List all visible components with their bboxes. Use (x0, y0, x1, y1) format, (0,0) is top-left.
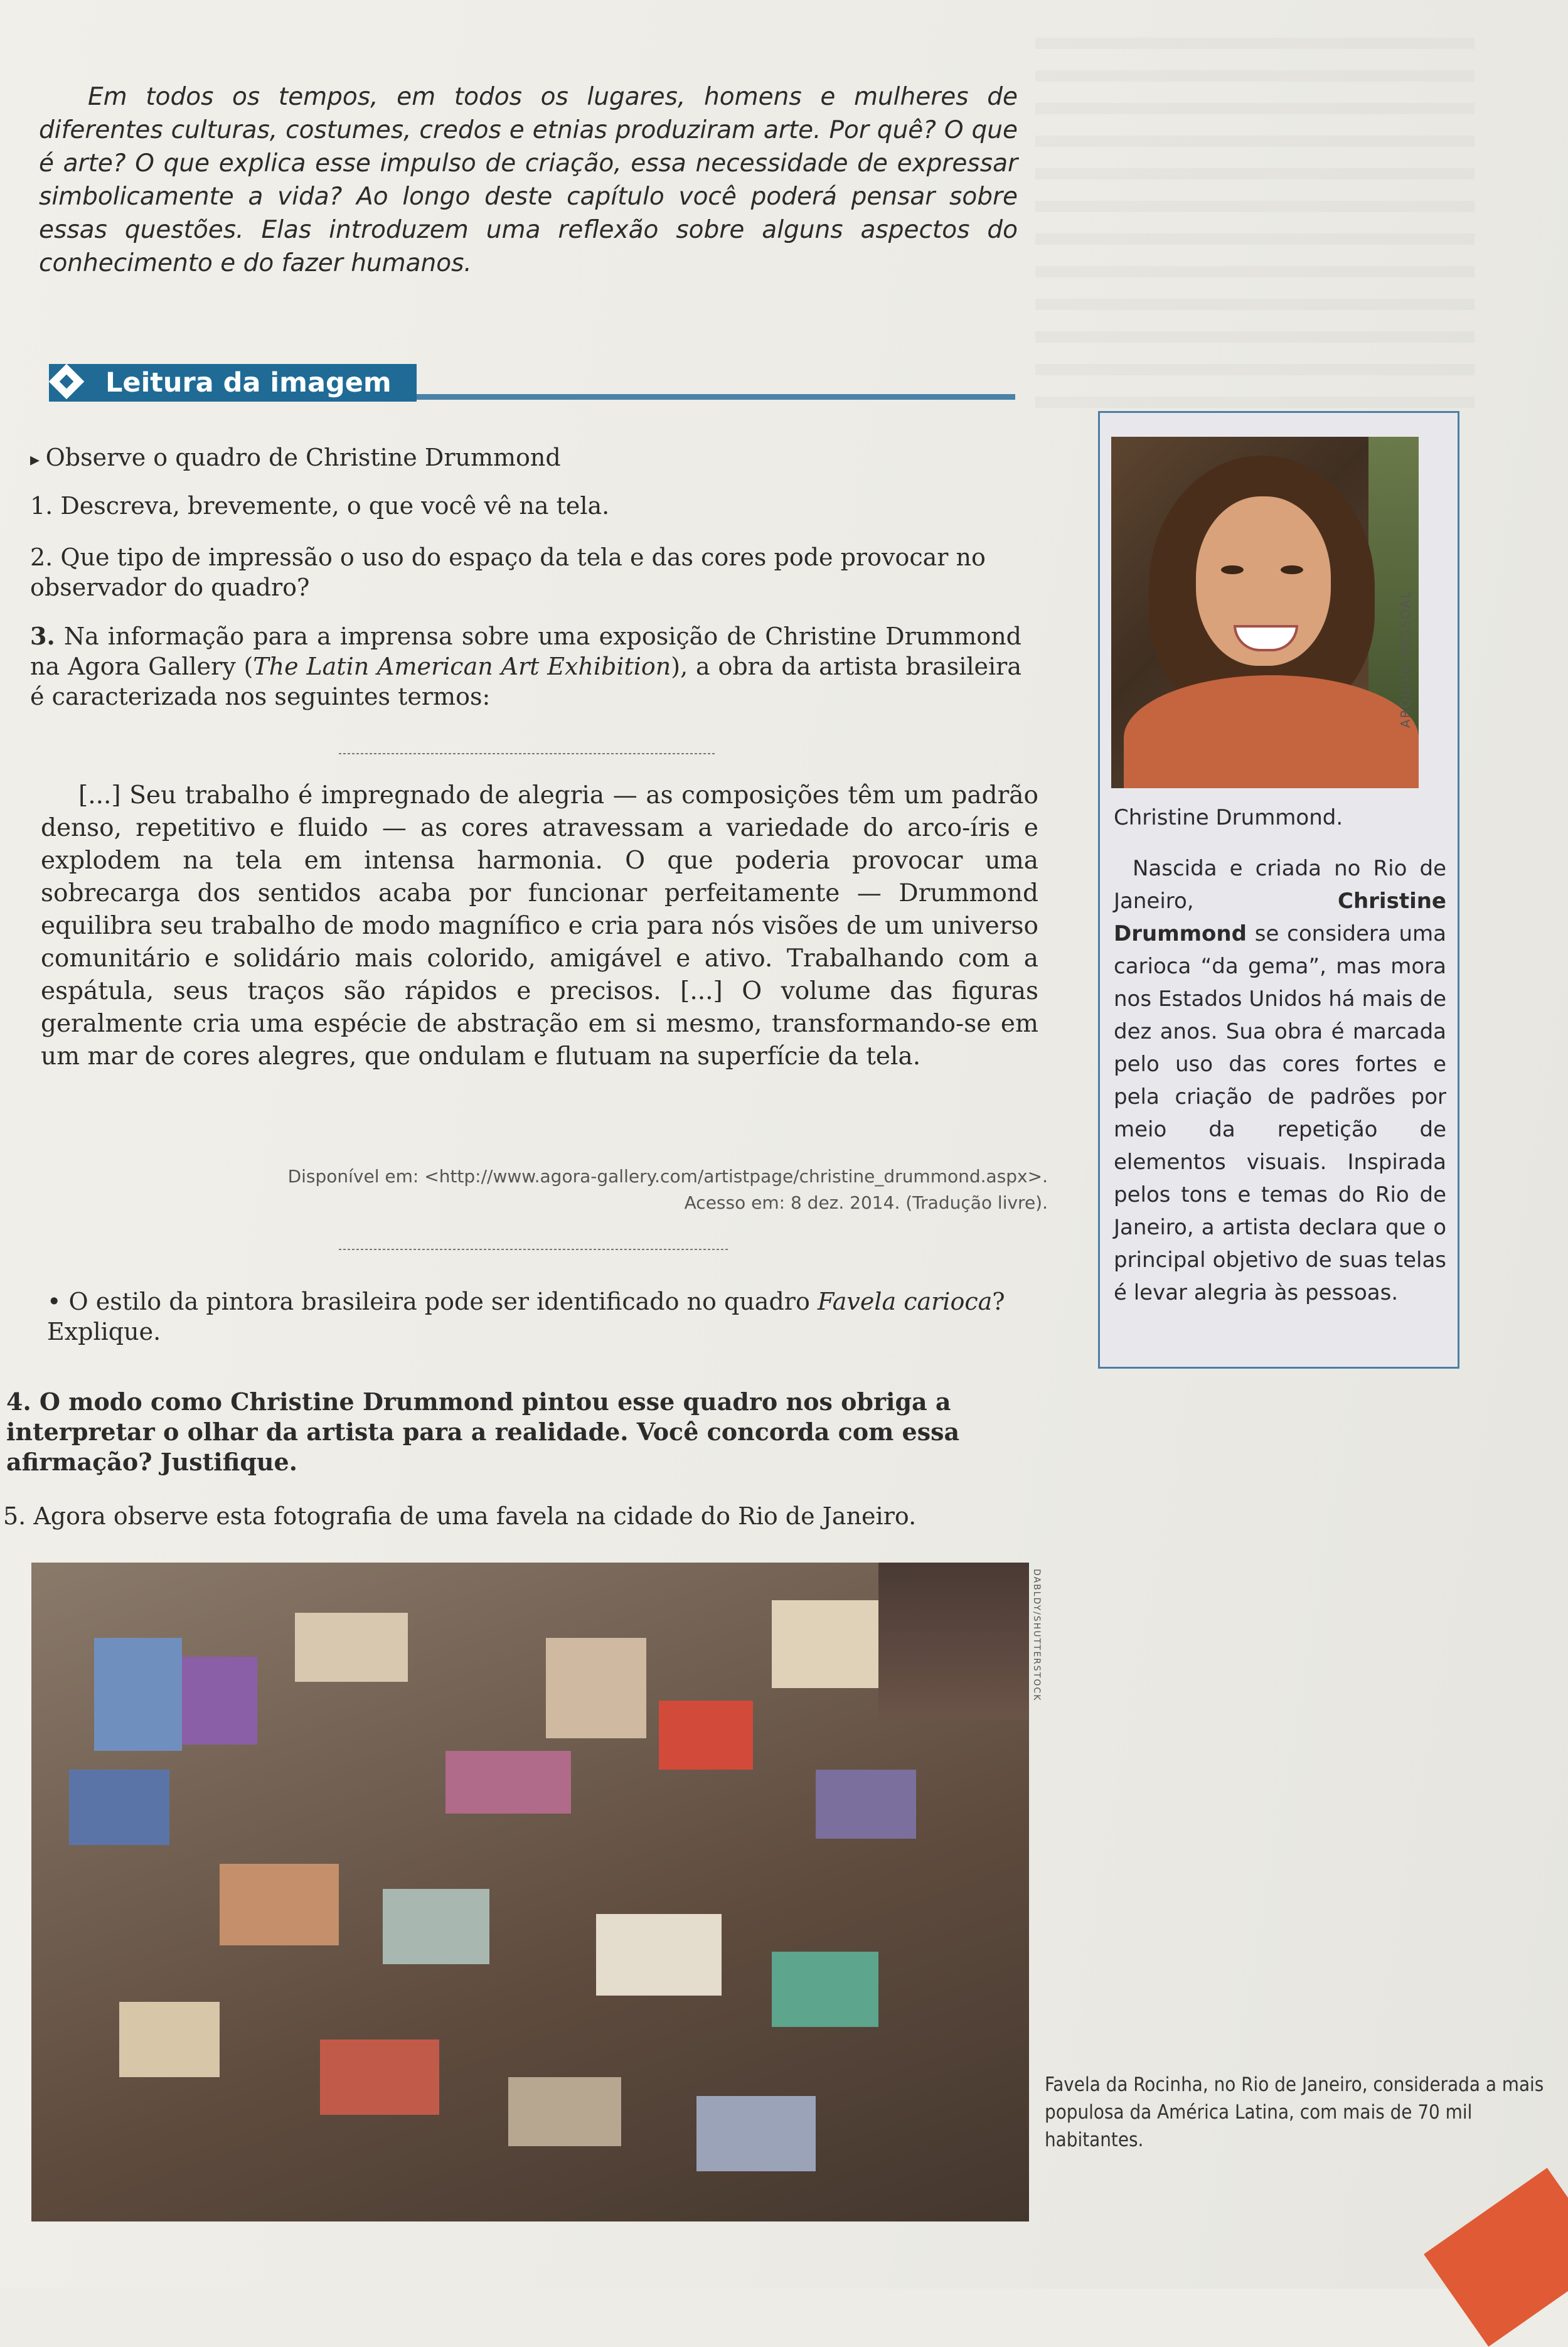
painting-title: Favela carioca (817, 1288, 993, 1315)
artist-bio-box (1098, 411, 1459, 1369)
favela-house-red (659, 1701, 753, 1770)
portrait-eye-left (1221, 565, 1244, 574)
observe-text: Observe o quadro de Christine Drummond (45, 444, 561, 471)
section-title: Leitura da imagem (105, 367, 392, 398)
question-2: 2. Que tipo de impressão o uso do espaço da tela e das cores pode provocar no observador do quadro? (30, 543, 986, 601)
favela-house-blue-2 (69, 1770, 169, 1845)
press-quote: [...] Seu trabalho é impregnado de alegria — as composições têm um padrão denso, repetitivo e fluido — as cores atravessam a variedade do arco-íris e explodem na tela em intensa harmonia. O que poderia provocar uma sobrecarga dos sentidos acaba por funcionar perfeitamente — Drummond equilibra seu trabalho de modo magnífico e cria para nós visões de um universo comunitário e solidário mais colorido, amigável e ativo. Trabalhando com a espátula, seus traços são rápidos e precisos. [...] O volume das figuras geralmente cria uma espécie de abstração em si mesmo, transformando-se em um mar de cores alegres, que ondulam e flutuam na superfície da tela. (41, 781, 1038, 1071)
source-access-date: Acesso em: 8 dez. 2014. (Tradução livre). (684, 1192, 1048, 1213)
favela-house-beige (295, 1613, 408, 1682)
portrait-caption: Christine Drummond. (1114, 805, 1343, 830)
favela-house-violet (816, 1770, 916, 1839)
favela-house-red-2 (320, 2040, 439, 2115)
favela-house-green (772, 1952, 878, 2027)
favela-photo (31, 1563, 1029, 2221)
show-through-text (1035, 38, 1475, 414)
favela-house-white (596, 1914, 722, 1996)
favela-photo-caption: Favela da Rocinha, no Rio de Janeiro, considerada a mais populosa da América Latina, com mais de 70 mil habitantes. (1045, 2073, 1544, 2151)
bio-text: Nascida e criada no Rio de Janeiro, (1114, 856, 1446, 914)
section-header (49, 364, 1018, 420)
favela-house-slate (696, 2096, 816, 2171)
question-3 (30, 621, 1021, 712)
question-3-text-end: ), a obra da artista brasileira é caracterizada nos seguintes termos: (30, 653, 1021, 710)
source-url: Disponível em: <http://www.agora-gallery.com/artistpage/christine_drummond.aspx>. (287, 1166, 1048, 1187)
favela-house-tan (508, 2077, 621, 2146)
favela-hillside (878, 1563, 1029, 1719)
favela-house-grey (383, 1889, 489, 1964)
bullet-question (47, 1286, 1026, 1347)
artist-bio (1114, 852, 1446, 1309)
portrait-eye-right (1281, 565, 1303, 574)
question-1: 1. Descreva, brevemente, o que você vê na tela. (30, 492, 610, 520)
play-icon: ▸ (30, 449, 46, 471)
observe-line (30, 442, 1021, 475)
favela-house-purple (182, 1657, 257, 1745)
diamond-icon (49, 364, 85, 400)
portrait-credit: ARQUIVO PESSOAL (1398, 590, 1413, 728)
favela-house-pink (445, 1751, 571, 1814)
bullet-icon: • (47, 1288, 69, 1315)
favela-house-cream (772, 1600, 885, 1688)
bio-text-end: se considera uma carioca “da gema”, mas mora nos Estados Unidos há mais de dez anos. Sua obra é marcada pelo uso das cores fortes e pela criação de padrões por meio da repetição de elementos visuais. Inspirada pelos tons e temas do Rio de Janeiro, a artista declara que o principal objetivo de suas telas é levar alegria às pessoas. (1114, 921, 1446, 1305)
exhibition-title: The Latin American Art Exhibition (253, 653, 671, 680)
quote-top-rule (339, 753, 715, 754)
favela-house-blue (94, 1638, 182, 1751)
bullet-text: O estilo da pintora brasileira pode ser identificado no quadro (68, 1288, 818, 1315)
favela-house-light (546, 1638, 646, 1738)
favela-photo-credit: DABLDY/SHUTTERSTOCK (1032, 1569, 1042, 1702)
favela-house-sand (119, 2002, 220, 2077)
question-3-text: Na informação para a imprensa sobre uma exposição de Christine Drummond na Agora Gallery ( (30, 623, 1021, 680)
page-corner-accent (1424, 2168, 1568, 2346)
bio-artist-name: Christine Drummond (1114, 889, 1446, 946)
intro-paragraph: Em todos os tempos, em todos os lugares, homens e mulheres de diferentes culturas, costumes, credos e etnias produziram arte. Por quê? O que é arte? O que explica esse impulso de criação, essa necessidade de expressar simbolicamente a vida? Ao longo deste capítulo você poderá pensar sobre essas questões. Elas introduzem uma reflexão sobre alguns aspectos do conhecimento e do fazer humanos. (39, 83, 1018, 277)
question-3-number: 3. (30, 622, 55, 650)
section-tag (49, 364, 417, 402)
question-4: 4. O modo como Christine Drummond pintou esse quadro nos obriga a interpretar o olhar da artista para a realidade. Você concorda com essa afirmação? Justifique. (6, 1387, 960, 1476)
question-5: 5. Agora observe esta fotografia de uma favela na cidade do Rio de Janeiro. (3, 1502, 917, 1530)
favela-house-brown (220, 1864, 339, 1945)
bullet-text-end: ? Explique. (47, 1288, 1005, 1345)
artist-portrait (1111, 437, 1419, 788)
quote-bottom-rule (339, 1249, 728, 1250)
